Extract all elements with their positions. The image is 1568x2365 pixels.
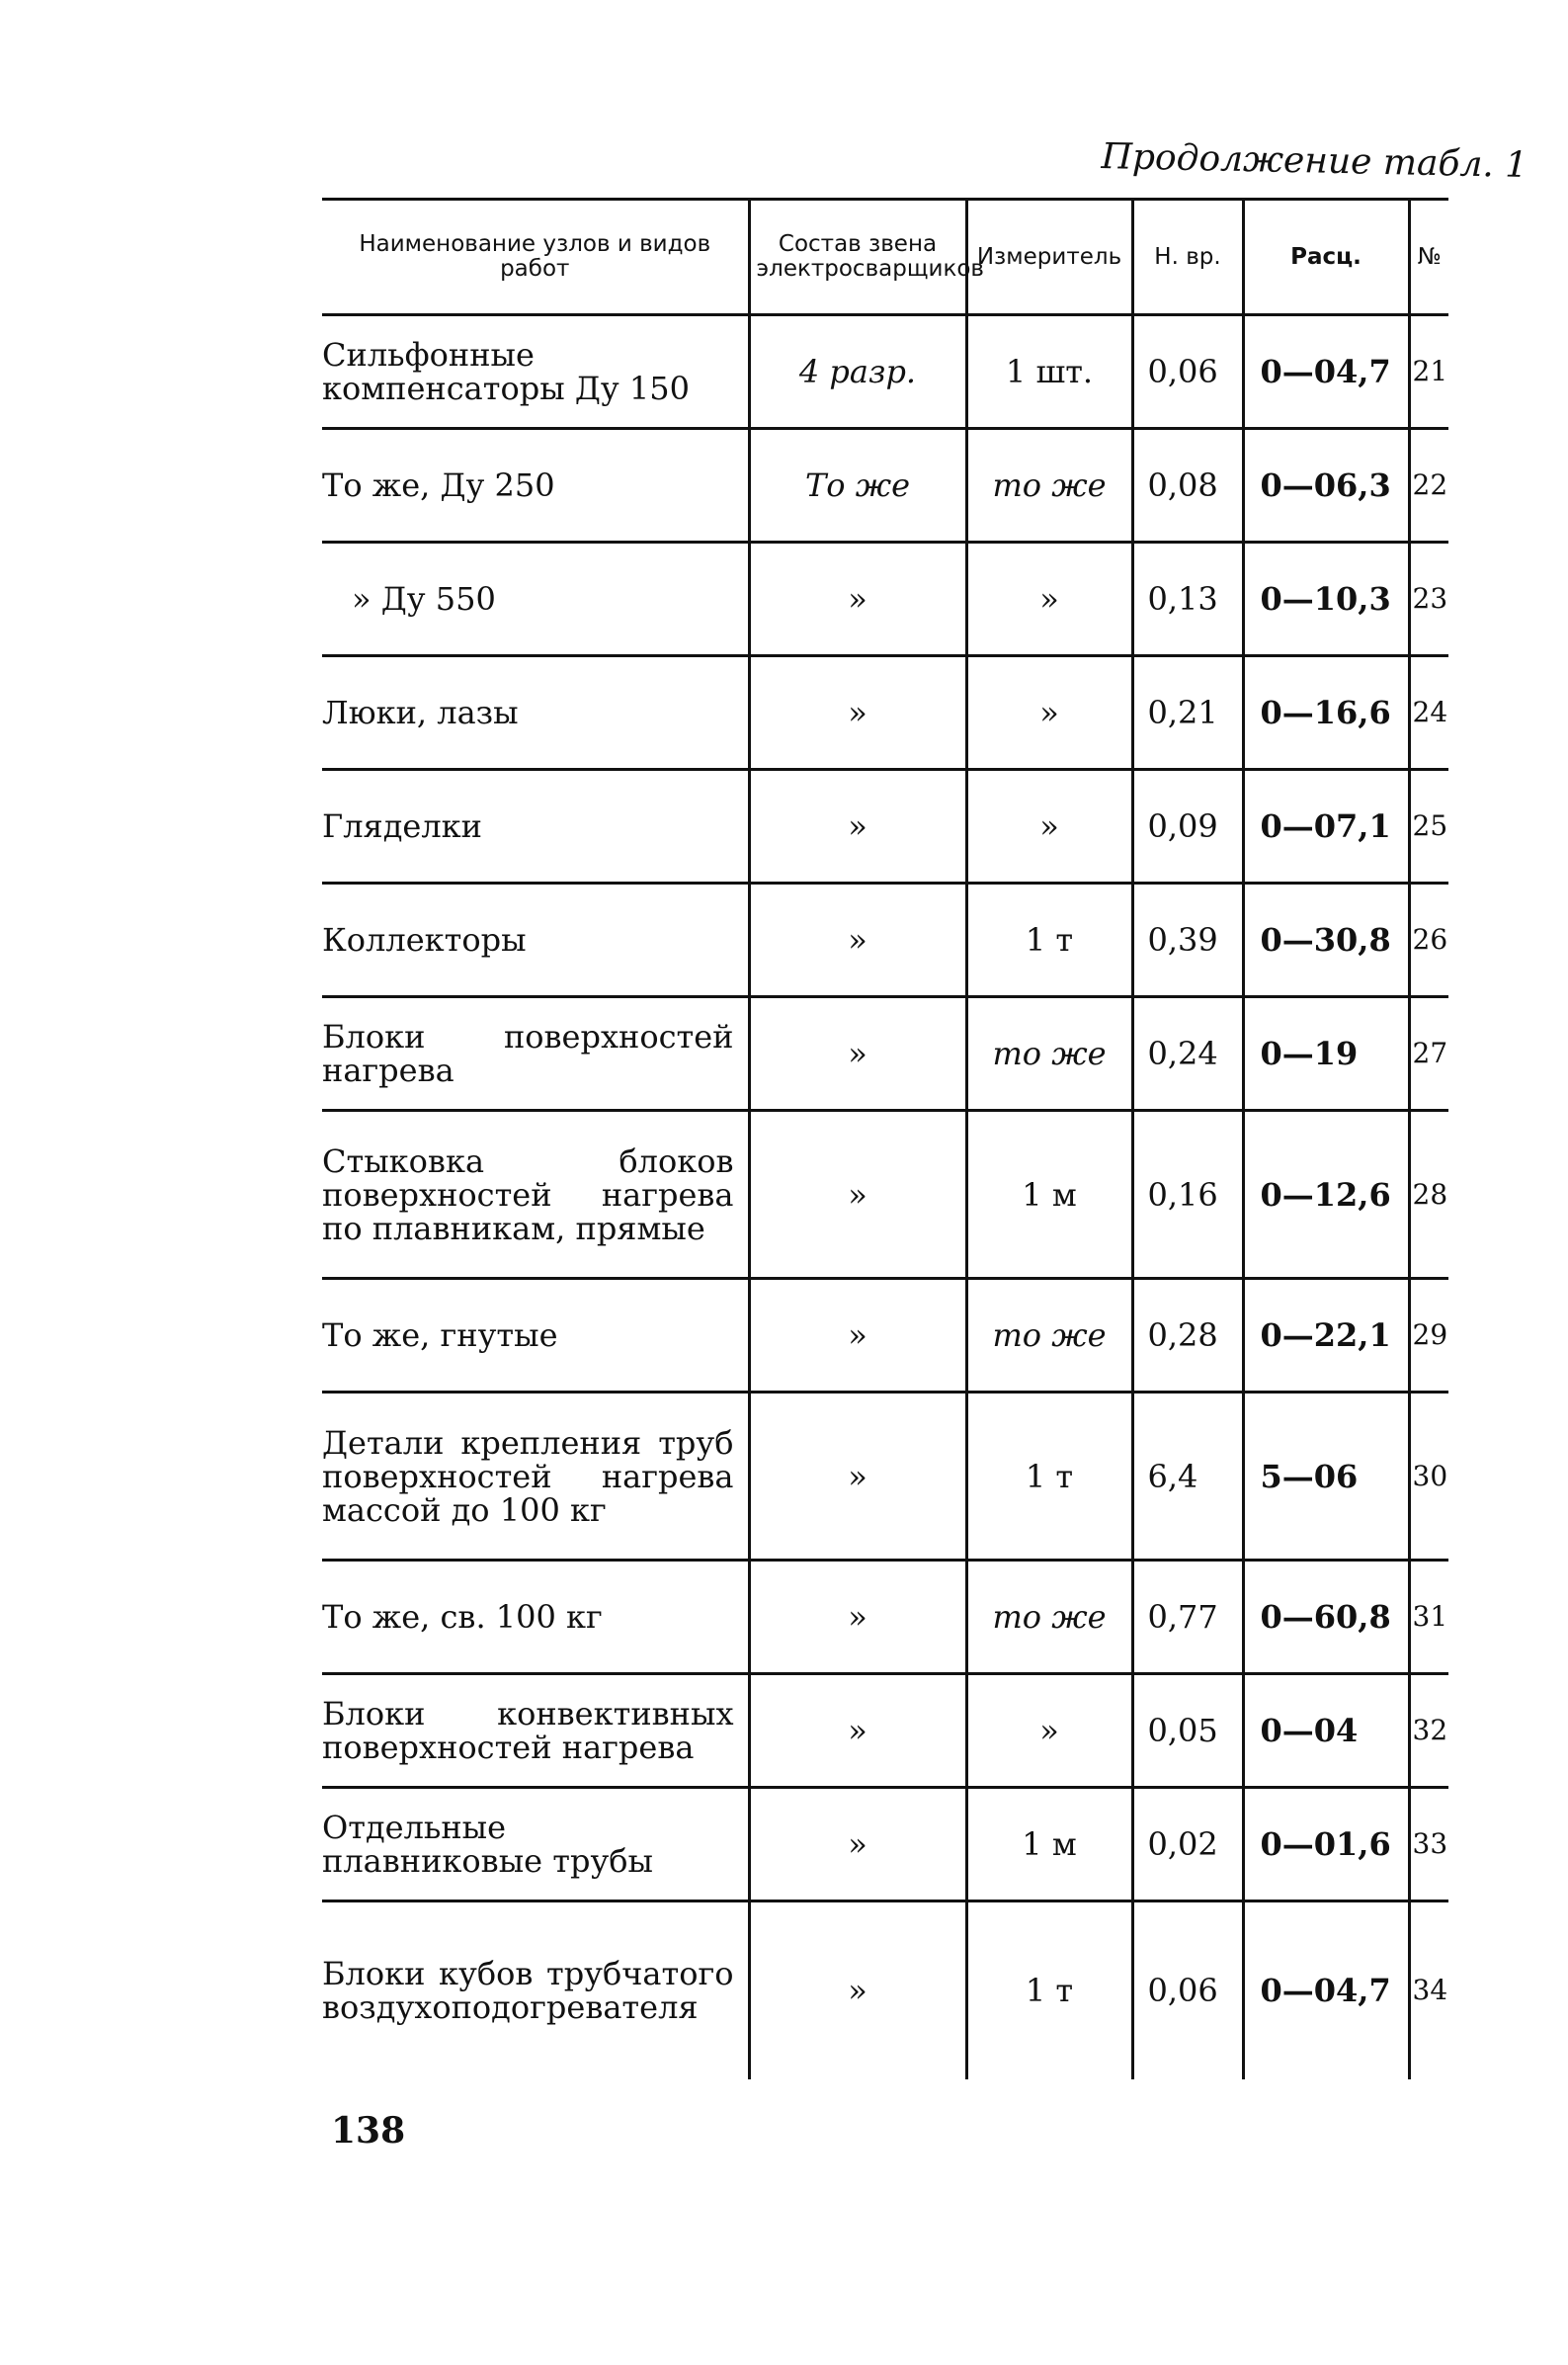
table-row — [322, 1111, 1448, 1279]
cell-num: 34 — [1409, 1901, 1448, 2079]
cell-crew: » — [749, 997, 966, 1111]
table-row — [322, 997, 1448, 1111]
cell-crew: » — [749, 884, 966, 997]
header-rate: Расц. — [1243, 200, 1409, 315]
cell-unit: 1 шт. — [966, 315, 1132, 429]
cell-rate: 0—60,8 — [1243, 1561, 1409, 1674]
cell-crew: » — [749, 1279, 966, 1393]
cell-rate: 5—06 — [1243, 1393, 1409, 1561]
cell-num: 33 — [1409, 1788, 1448, 1901]
cell-rate: 0—07,1 — [1243, 770, 1409, 884]
cell-num: 22 — [1409, 429, 1448, 543]
cell-time: 0,05 — [1132, 1674, 1243, 1788]
cell-num: 27 — [1409, 997, 1448, 1111]
cell-unit: » — [966, 770, 1132, 884]
norms-table — [322, 198, 1448, 2079]
table-row — [322, 1279, 1448, 1393]
cell-rate: 0—04 — [1243, 1674, 1409, 1788]
cell-rate: 0—19 — [1243, 997, 1409, 1111]
cell-unit: то же — [966, 429, 1132, 543]
cell-name: Блоки поверхностей нагрева — [322, 997, 749, 1111]
header-crew: Состав звена электросварщиков — [749, 200, 966, 315]
cell-unit: 1 т — [966, 884, 1132, 997]
cell-time: 0,09 — [1132, 770, 1243, 884]
table-header-row — [322, 200, 1448, 315]
cell-time: 0,39 — [1132, 884, 1243, 997]
cell-rate: 0—04,7 — [1243, 315, 1409, 429]
cell-rate: 0—22,1 — [1243, 1279, 1409, 1393]
cell-time: 0,13 — [1132, 543, 1243, 656]
table-row — [322, 1788, 1448, 1901]
cell-crew: » — [749, 1111, 966, 1279]
cell-rate: 0—12,6 — [1243, 1111, 1409, 1279]
cell-num: 26 — [1409, 884, 1448, 997]
cell-time: 0,02 — [1132, 1788, 1243, 1901]
cell-num: 29 — [1409, 1279, 1448, 1393]
cell-rate: 0—30,8 — [1243, 884, 1409, 997]
cell-time: 0,21 — [1132, 656, 1243, 770]
cell-crew: » — [749, 543, 966, 656]
cell-unit: » — [966, 1674, 1132, 1788]
table-row — [322, 1561, 1448, 1674]
table-row — [322, 429, 1448, 543]
cell-name: То же, св. 100 кг — [322, 1561, 749, 1674]
cell-rate: 0—04,7 — [1243, 1901, 1409, 2079]
header-num: № — [1409, 200, 1448, 315]
table-row — [322, 1674, 1448, 1788]
cell-crew: » — [749, 1901, 966, 2079]
cell-num: 24 — [1409, 656, 1448, 770]
cell-num: 21 — [1409, 315, 1448, 429]
cell-num: 23 — [1409, 543, 1448, 656]
cell-name: Детали крепления труб поверхностей нагрева массой до 100 кг — [322, 1393, 749, 1561]
cell-crew: » — [749, 1674, 966, 1788]
cell-num: 32 — [1409, 1674, 1448, 1788]
cell-unit: то же — [966, 1561, 1132, 1674]
cell-time: 6,4 — [1132, 1393, 1243, 1561]
cell-name: То же, Ду 250 — [322, 429, 749, 543]
cell-crew: То же — [749, 429, 966, 543]
table-row — [322, 1901, 1448, 2079]
cell-name: Отдельные плавниковые трубы — [322, 1788, 749, 1901]
table-row — [322, 1393, 1448, 1561]
cell-name: Блоки конвективных поверхностей нагрева — [322, 1674, 749, 1788]
cell-name: Стыковка блоков поверхностей нагрева по плавникам, прямые — [322, 1111, 749, 1279]
cell-num: 30 — [1409, 1393, 1448, 1561]
cell-unit: то же — [966, 997, 1132, 1111]
cell-num: 25 — [1409, 770, 1448, 884]
table-caption: Продолжение табл. 1 — [1101, 136, 1528, 187]
cell-time: 0,16 — [1132, 1111, 1243, 1279]
cell-rate: 0—10,3 — [1243, 543, 1409, 656]
cell-crew: » — [749, 656, 966, 770]
cell-crew: » — [749, 1561, 966, 1674]
table-row — [322, 770, 1448, 884]
cell-name: Блоки кубов трубчатого воздухоподогревателя — [322, 1955, 734, 2027]
cell-time: 0,24 — [1132, 997, 1243, 1111]
cell-num: 31 — [1409, 1561, 1448, 1674]
cell-rate: 0—06,3 — [1243, 429, 1409, 543]
cell-num: 28 — [1409, 1111, 1448, 1279]
cell-unit: » — [966, 543, 1132, 656]
cell-crew: 4 разр. — [749, 315, 966, 429]
cell-unit: 1 м — [966, 1111, 1132, 1279]
table-row — [322, 315, 1448, 429]
header-time: Н. вр. — [1132, 200, 1243, 315]
cell-unit: то же — [966, 1279, 1132, 1393]
cell-time: 0,77 — [1132, 1561, 1243, 1674]
cell-name: То же, гнутые — [322, 1279, 749, 1393]
cell-time: 0,08 — [1132, 429, 1243, 543]
cell-name: Гляделки — [322, 770, 749, 884]
table-row — [322, 543, 1448, 656]
cell-rate: 0—01,6 — [1243, 1788, 1409, 1901]
cell-crew: » — [749, 1393, 966, 1561]
cell-unit: 1 т — [966, 1901, 1132, 2079]
cell-name: » Ду 550 — [322, 543, 749, 656]
cell-name: Люки, лазы — [322, 656, 749, 770]
cell-time: 0,28 — [1132, 1279, 1243, 1393]
cell-time: 0,06 — [1132, 1901, 1243, 2079]
page-number: 138 — [331, 2110, 406, 2152]
cell-name: Коллекторы — [322, 884, 749, 997]
cell-crew: » — [749, 770, 966, 884]
cell-crew: » — [749, 1788, 966, 1901]
table-row — [322, 656, 1448, 770]
cell-name: Сильфонные компенсаторы Ду 150 — [322, 315, 749, 429]
table-row — [322, 884, 1448, 997]
cell-rate: 0—16,6 — [1243, 656, 1409, 770]
cell-time: 0,06 — [1132, 315, 1243, 429]
cell-unit: 1 м — [966, 1788, 1132, 1901]
header-name: Наименование узлов и видов работ — [322, 200, 749, 315]
header-unit: Измеритель — [966, 200, 1132, 315]
cell-unit: » — [966, 656, 1132, 770]
cell-unit: 1 т — [966, 1393, 1132, 1561]
